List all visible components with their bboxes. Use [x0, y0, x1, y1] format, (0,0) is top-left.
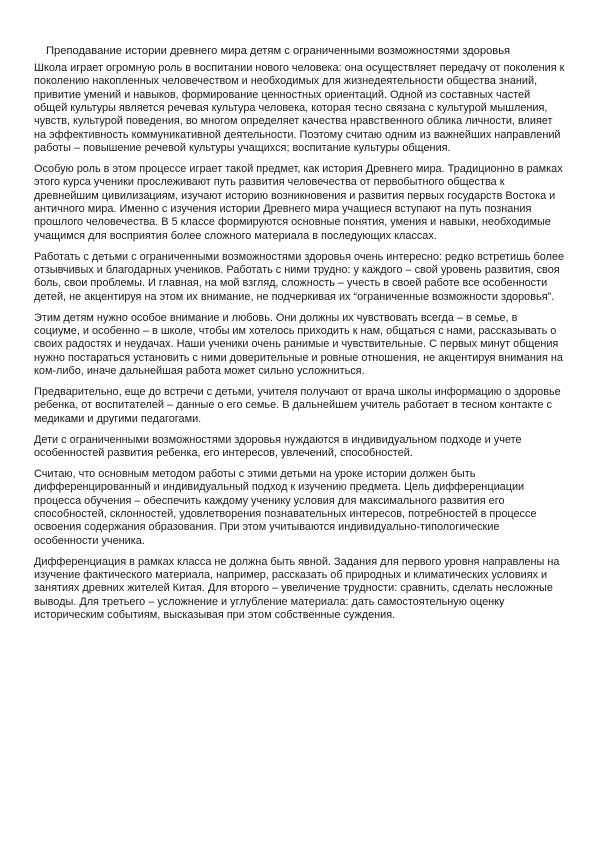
paragraph-working-with-children: Работать с детьми с ограниченными возможностями здоровья очень интересно: редко встретишь более отзывчивых и благодарных учеников. Работать с ними трудно: у каждого – свой уровень развития, своя боль, свои проблемы. И главная, на мой взгляд, сложность – учесть в своей работе все особенности детей, не акцентируя на этом их внимание, не подчеркивая их “ограниченные возможности здоровья”.: [34, 250, 565, 303]
paragraph-school-role: Школа играет огромную роль в воспитании нового человека: она осуществляет передачу от поколения к поколению накопленных человечеством и необходимых для жизнедеятельности общества знаний, привитие умений и навыков, формирование ценностных ориентаций. Одной из составных частей общей культуры является речевая культура человека, которая тесно связана с культурой мышления, чувств, культурой поведения, во многом определяет качества нравственного облика личности, влияет на эффективность коммуникативной деятельности. Поэтому считаю одним из важнейших направлений работы – повышение речевой культуры учащихся; воспитание культуры общения.: [34, 62, 565, 155]
paragraph-ancient-history-subject: Особую роль в этом процессе играет такой предмет, как история Древнего мира. Традиционно в рамках этого курса ученики прослеживают путь развития человечества от первобытного общества к древнейшим цивилизациям, изучают историю возникновения и развития первых государств Востока и античного мира. Именно с изучения истории Древнего мира учащиеся вступают на путь познания прошлого человечества. В 5 классе формируются основные понятия, умения и навыки, необходимые учащимся для восприятия более сложного материала в последующих классах.: [34, 163, 563, 242]
paragraph-main-method: Считаю, что основным методом работы с этими детьми на уроке истории должен быть дифференцированный и индивидуальный подход к изучению предмета. Цель дифференциации процесса обучения – обеспечить каждому ученику условия для максимального развития его способностей, склонностей, удовлетворения познавательных интересов, потребностей в процессе освоения содержания образования. При этом учитываются индивидуально-типологические особенности ученика.: [34, 467, 537, 547]
paragraph-preliminary-info: Предварительно, еще до встречи с детьми, учителя получают от врача школы информацию о здоровье ребенка, от воспитателей – данные о его семье. В дальнейшем учитель работает в тесном контакте с медиками и другими педагогами.: [34, 385, 561, 425]
paragraph-individual-approach: Дети с ограниченными возможностями здоровья нуждаются в индивидуальном подходе и учете особенностей развития ребенка, его интересов, увлечений, способностей.: [34, 433, 522, 459]
document-body: [34, 62, 565, 622]
document-title: Преподавание истории древнего мира детям с ограниченными возможностями здоровья: [46, 45, 511, 57]
paragraph-attention-and-love: Этим детям нужно особое внимание и любовь. Они должны их чувствовать всегда – в семье, в социуме, и особенно – в школе, чтобы им хотелось приходить к нам, общаться с нами, рассказывать о своих радостях и неудачах. Наши ученики очень ранимые и чувствительные. С первых минут общения нужно постараться установить с ними доверительные и ровные отношения, не акцентируя внимания на ком-либо, иначе дальнейшая работа может сильно усложниться.: [34, 311, 563, 377]
paragraph-differentiation-levels: Дифференциация в рамках класса не должна быть явной. Задания для первого уровня направлены на изучение фактического материала, например, рассказать об природных и климатических условиях и занятиях древних жителей Китая. Для второго – увеличение трудности: сравнить, сделать несложные выводы. Для третьего – усложнение и углубление материала: дать самостоятельную оценку историческим событиям, высказывая при этом собственные суждения.: [34, 555, 560, 621]
